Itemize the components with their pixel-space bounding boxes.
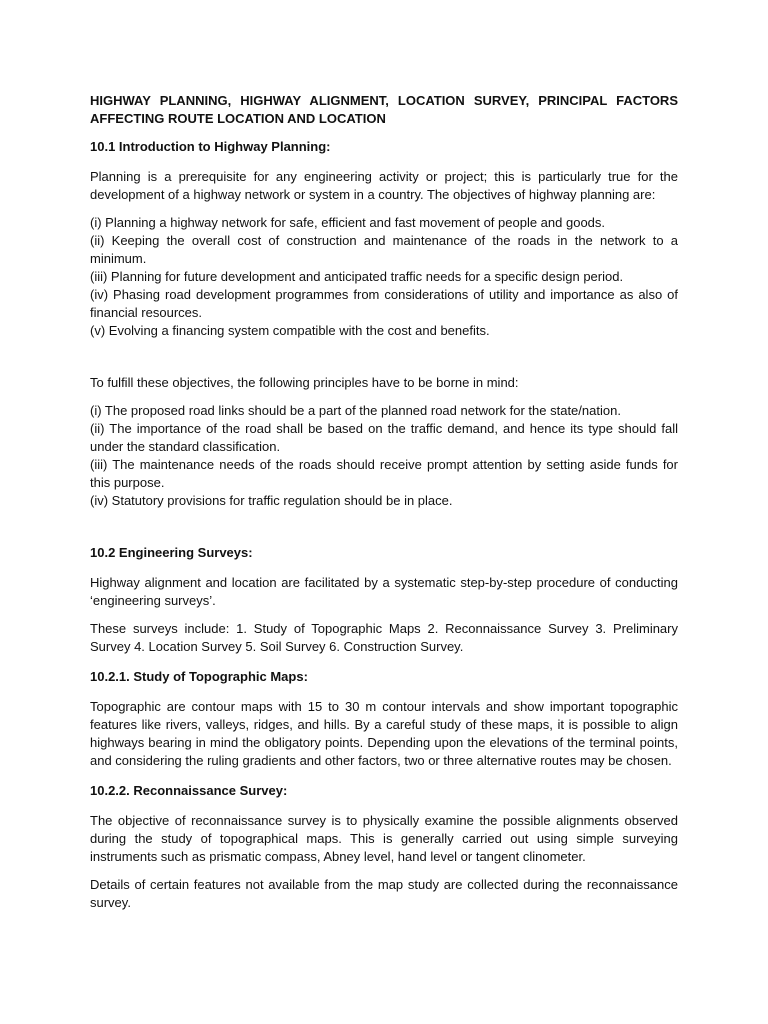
document-page xyxy=(90,92,678,912)
section-10-2-paragraph: Highway alignment and location are facilitated by a systematic step-by-step procedure of conducting ‘engineering surveys’. xyxy=(90,575,678,608)
list-item: (i) The proposed road links should be a part of the planned road network for the state/nation. xyxy=(90,403,621,418)
section-10-2-2-paragraph: Details of certain features not available from the map study are collected during the reconnaissance survey. xyxy=(90,877,678,910)
list-item: (i) Planning a highway network for safe, efficient and fast movement of people and goods. xyxy=(90,215,606,230)
list-item: (iii) The maintenance needs of the roads should receive prompt attention by setting aside funds for this purpose. xyxy=(90,457,678,490)
section-heading-10-2: 10.2 Engineering Surveys: xyxy=(90,545,253,560)
list-item: (iv) Phasing road development programmes from considerations of utility and importance as also of financial resources. xyxy=(90,287,678,320)
list-item: (ii) The importance of the road shall be based on the traffic demand, and hence its type should fall under the standard classification. xyxy=(90,421,678,454)
section-heading-10-1: 10.1 Introduction to Highway Planning: xyxy=(90,139,331,154)
section-10-2-2-paragraph: The objective of reconnaissance survey is to physically examine the possible alignments observed during the study of topographical maps. This is generally carried out using simple surveying instruments such as prismatic compass, Abney level, hand level or tangent clinometer. xyxy=(90,813,678,864)
principles-intro: To fulfill these objectives, the following principles have to be borne in mind: xyxy=(90,375,519,390)
section-10-2-paragraph: These surveys include: 1. Study of Topographic Maps 2. Reconnaissance Survey 3. Preliminary Survey 4. Location Survey 5. Soil Survey 6. Construction Survey. xyxy=(90,621,678,654)
list-item: (iii) Planning for future development and anticipated traffic needs for a specific design period. xyxy=(90,269,624,284)
principles-list xyxy=(90,402,678,510)
document-title: HIGHWAY PLANNING, HIGHWAY ALIGNMENT, LOCATION SURVEY, PRINCIPAL FACTORS AFFECTING ROUTE LOCATION AND LOCATION xyxy=(90,93,678,126)
section-10-2-1-paragraph: Topographic are contour maps with 15 to 30 m contour intervals and show important topographic features like rivers, valleys, ridges, and hills. By a careful study of these maps, it is possible to align highways bearing in mind the obligatory points. Depending upon the elevations of the terminal points, and considering the ruling gradients and other factors, two or three alternative routes may be chosen. xyxy=(90,699,678,768)
section-10-1-intro: Planning is a prerequisite for any engineering activity or project; this is particularly true for the development of a highway network or system in a country. The objectives of highway planning are: xyxy=(90,169,678,202)
list-item: (ii) Keeping the overall cost of construction and maintenance of the roads in the network to a minimum. xyxy=(90,233,678,266)
list-item: (iv) Statutory provisions for traffic regulation should be in place. xyxy=(90,493,453,508)
list-item: (v) Evolving a financing system compatible with the cost and benefits. xyxy=(90,323,490,338)
section-heading-10-2-2: 10.2.2. Reconnaissance Survey: xyxy=(90,783,288,798)
section-heading-10-2-1: 10.2.1. Study of Topographic Maps: xyxy=(90,669,308,684)
objectives-list xyxy=(90,214,678,340)
